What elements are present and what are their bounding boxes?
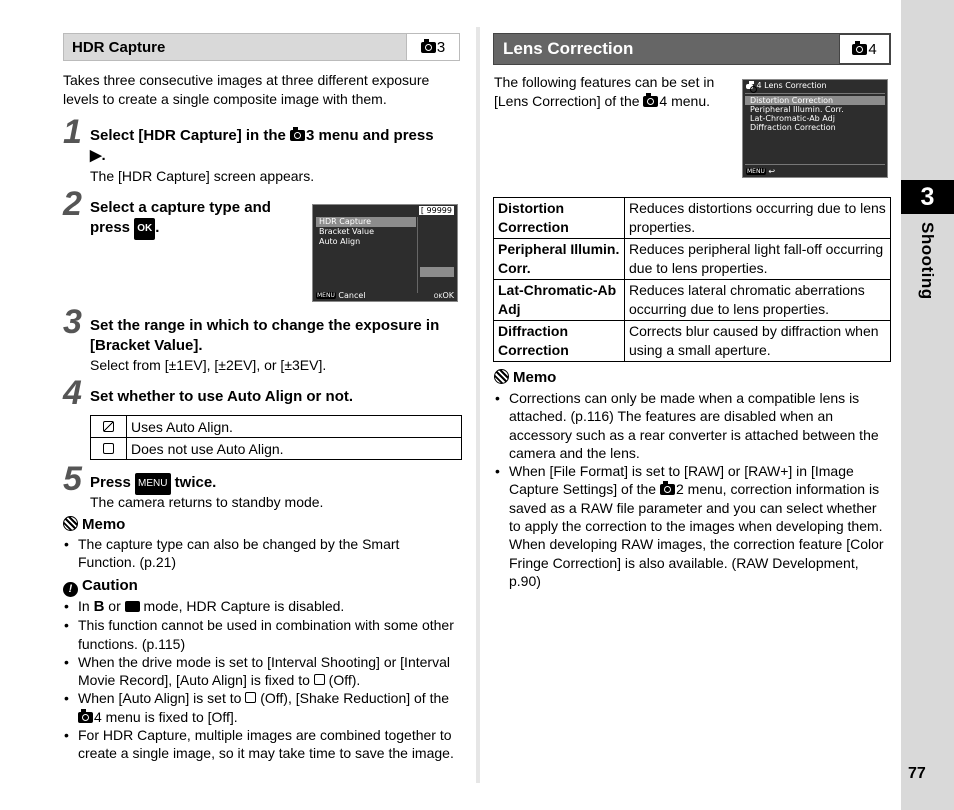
menu-key-icon: MENU — [135, 473, 170, 495]
menu-key-icon: MENU — [747, 168, 765, 175]
feature-description: Reduces lateral chromatic aberrations occurring due to lens properties. — [625, 280, 891, 321]
menu-reference — [839, 34, 890, 64]
list-item: • When [File Format] is set to [RAW] or [RAW+] in [Image Capture Settings] of the 2 menu, correction information is saved as a RAW file parameter and you can select whether to apply the correction to the images when developing them. When developing RAW images, the correction feature [Color Fringe Correction] is also available. (RAW Development, p.90) — [494, 462, 890, 590]
camera-icon — [78, 712, 93, 723]
step-heading: Select [HDR Capture] in the 3 menu and press ▶. — [90, 127, 434, 164]
chapter-number: 3 — [901, 180, 954, 214]
camera-icon — [290, 130, 305, 141]
memo-list — [63, 535, 460, 572]
camera-icon — [421, 42, 436, 53]
menu-number: 4 — [868, 40, 877, 58]
list-item: • In B or mode, HDR Capture is disabled. — [63, 597, 460, 616]
step-subtext: The camera returns to standby mode. — [90, 494, 324, 510]
camera-icon — [643, 96, 658, 107]
option-description: Does not use Auto Align. — [127, 438, 462, 460]
screen-menu-item: HDR Capture — [316, 217, 416, 227]
list-item: • Corrections can only be made when a compatible lens is attached. (p.116) The features are disabled when an accessory such as a rear converter is attached between the camera and the lens. — [494, 389, 890, 462]
column-divider — [476, 27, 480, 783]
step-number: 4 — [63, 374, 82, 412]
screen-footer-line — [745, 164, 885, 165]
feature-description: Corrects blur caused by diffraction when using a small aperture. — [625, 321, 891, 362]
memo-heading: Memo — [63, 516, 125, 533]
step-heading: Press MENU twice. — [90, 473, 216, 495]
cancel-hint: MENU Cancel — [317, 291, 366, 300]
step-subtext: The [HDR Capture] screen appears. — [90, 168, 315, 184]
check-off-icon — [314, 674, 325, 685]
list-item: • When [Auto Align] is set to (Off), [Shake Reduction] of the 4 menu is fixed to [Off]. — [63, 689, 460, 726]
menu-reference — [406, 34, 459, 60]
memo-list — [494, 389, 890, 590]
chapter-side-tab — [901, 0, 954, 810]
section-title: Lens Correction — [503, 39, 634, 58]
step-number: 2 — [63, 185, 82, 223]
lens-features-table — [493, 197, 891, 362]
memo-icon — [63, 516, 78, 531]
table-row — [494, 198, 891, 239]
screen-menu-list — [316, 217, 416, 247]
screen-menu-item: Bracket Value — [319, 227, 374, 236]
section-header-hdr-capture — [63, 33, 460, 61]
bulb-mode-icon: B — [93, 598, 105, 615]
caution-list — [63, 597, 460, 763]
step-heading: Set whether to use Auto Align or not. — [90, 388, 354, 405]
list-item: • For HDR Capture, multiple images are combined together to create a single image, so it may take time to save the image. — [63, 726, 460, 763]
caution-heading: ! Caution — [63, 577, 138, 597]
camera-icon — [746, 84, 753, 89]
step-number: 5 — [63, 460, 82, 498]
capture-type-options — [417, 217, 456, 293]
memo-icon — [494, 369, 509, 384]
step-number: 1 — [63, 113, 82, 151]
step-subtext: Select from [±1EV], [±2EV], or [±3EV]. — [90, 357, 327, 373]
page-number: 77 — [908, 765, 926, 782]
section-header-lens-correction — [493, 33, 891, 65]
hdr-capture-screen — [312, 204, 458, 302]
screen-menu-list — [745, 93, 885, 132]
list-item: • When the drive mode is set to [Interval Shooting] or [Interval Movie Record], [Auto Align] is fixed to (Off). — [63, 653, 460, 690]
check-off-icon — [91, 438, 127, 460]
intro-text: Takes three consecutive images at three different exposure levels to create a single composite image with them. — [63, 72, 430, 107]
screen-menu-item: Diffraction Correction — [750, 123, 836, 132]
screen-menu-item: Peripheral Illumin. Corr. — [750, 105, 844, 114]
check-off-icon — [245, 692, 256, 703]
list-item: • This function cannot be used in combination with some other functions. (p.115) — [63, 616, 460, 653]
chapter-title: Shooting — [918, 222, 937, 300]
intro-text: The following features can be set in [Lens Correction] of the 4 menu. — [494, 74, 715, 109]
camera-icon — [852, 44, 867, 55]
screen-menu-item: Lat-Chromatic-Ab Adj — [750, 114, 835, 123]
menu-key-icon: MENU — [317, 292, 335, 299]
ok-hint: OKOK — [433, 291, 454, 300]
screen-menu-item: Auto Align — [319, 237, 361, 246]
table-row — [91, 416, 462, 438]
memo-heading: Memo — [494, 369, 556, 386]
feature-name: Distortion Correction — [494, 198, 625, 239]
feature-description: Reduces distortions occurring due to lens properties. — [625, 198, 891, 239]
step-heading: Set the range in which to change the exposure in [Bracket Value]. — [90, 317, 440, 354]
feature-name: Peripheral Illumin. Corr. — [494, 239, 625, 280]
check-on-icon — [91, 416, 127, 438]
auto-align-options-table — [90, 415, 462, 460]
table-row — [494, 280, 891, 321]
feature-name: Lat-Chromatic-Ab Adj — [494, 280, 625, 321]
feature-name: Diffraction Correction — [494, 321, 625, 362]
back-hint — [746, 167, 775, 176]
step-number: 3 — [63, 303, 82, 341]
option-description: Uses Auto Align. — [127, 416, 462, 438]
menu-number: 3 — [436, 38, 446, 56]
section-title: HDR Capture — [72, 39, 166, 56]
caution-icon: ! — [63, 582, 78, 597]
ok-button-icon: OK — [134, 218, 155, 240]
screen-menu-item: Distortion Correction — [745, 96, 885, 105]
camera-icon — [660, 484, 675, 495]
back-arrow-icon: ↩ — [768, 167, 776, 176]
movie-mode-icon — [125, 601, 140, 612]
table-row — [494, 321, 891, 362]
list-item: • The capture type can also be changed by the Smart Function. (p.21) — [63, 535, 460, 572]
table-row — [494, 239, 891, 280]
table-row — [91, 438, 462, 460]
selected-option — [420, 267, 454, 277]
feature-description: Reduces peripheral light fall-off occurring due to lens properties. — [625, 239, 891, 280]
screen-title: 4 Lens Correction — [746, 81, 827, 90]
shots-remaining: [ 99999 — [420, 206, 452, 215]
step-heading: Select a capture type and press OK . — [90, 198, 295, 240]
lens-correction-screen — [742, 79, 888, 178]
